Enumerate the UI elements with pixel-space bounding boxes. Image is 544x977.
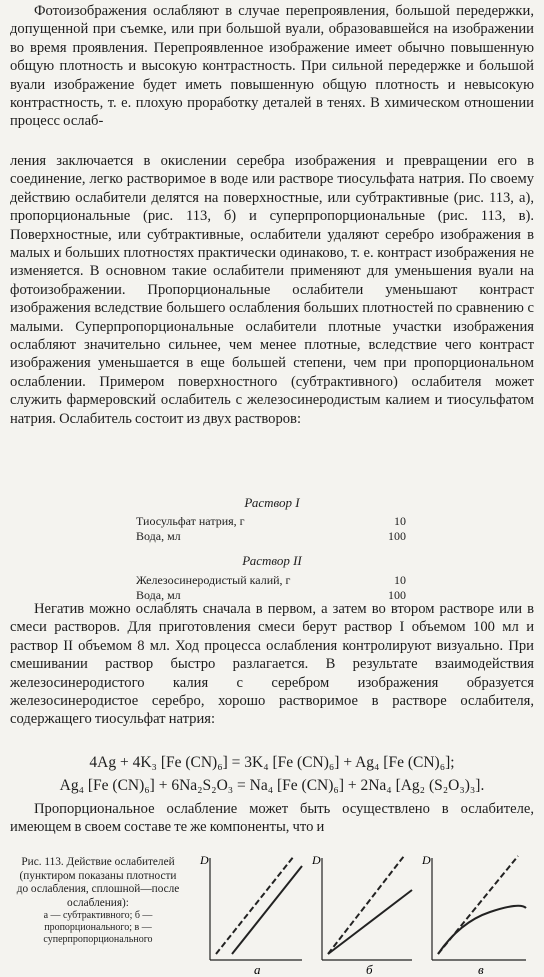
solution-1-title: Раствор I — [244, 495, 300, 510]
formula-reaction-2: Ag₄ [Fe (CN)₆] + 6Na₂S₂O₃ = Na₄ [Fe (CN)₆] + 2Na₄ [Ag₂ (S₂O₃)₃]. — [59, 777, 485, 794]
ingredient-name: Вода, мл — [136, 588, 181, 602]
ingredient-name: Железосинеродистый калий, г — [136, 573, 291, 587]
panel-superproportional — [421, 853, 526, 975]
paragraph-procedure: Негатив можно ослаблять сначала в первом, а затем во втором растворе или в смеси растворов. Для приготовления смеси берут раствор I объемом 100 мл и раствор II объемом 8 мл. Ход процесса ослабления контролируют визуально. При смешивании раствор быстро разлагается. В результате взаимодействия железосинеродистого калия с серебром изображения образуется железосинеродистое серебро, хорошо растворимое в растворе ослабителя, содержащего тиосульфат натрия: — [10, 601, 534, 728]
panel-subtractive — [199, 853, 302, 975]
panel-proportional — [311, 853, 412, 975]
solution-1-row — [136, 514, 406, 529]
axis-label-d: D — [422, 853, 431, 867]
paragraph-proportional: Пропорциональное ослабление может быть осуществлено в ослабителе, имеющем в своем составе те же компоненты, что и — [10, 801, 534, 836]
ingredient-amount: 10 — [394, 514, 406, 528]
ingredient-name: Вода, мл — [136, 529, 181, 543]
paragraph-intro: Фотоизображения ослабляют в случае перепроявления, большой передержки, допущенной при съемке, или при большой вуали, образовавшейся на изображении во время проявления. Перепроявленное изображение имеет обычно повышенную общую плотность и высокую контрастность. При сильной передержке и большой вуали изображение будет иметь повышенную общую плотность и невысокую контрастность, т. е. плохую проработку деталей в тенях. В химическом отношении процесс ослаб- — [10, 3, 534, 130]
axis-label-d: D — [312, 853, 321, 867]
caption-legend: а — субтрактивного; б — пропорционального; в — суперпропорционального — [43, 910, 153, 946]
panel-label: а — [254, 962, 261, 975]
solution-2-title: Раствор II — [242, 553, 302, 568]
ingredient-amount: 100 — [388, 529, 406, 543]
solution-2-row — [136, 573, 406, 588]
figure-113-graphs — [190, 850, 540, 975]
panel-label: б — [366, 962, 373, 975]
formula-reaction-1: 4Ag + 4K₃ [Fe (CN)₆] = 3K₄ [Fe (CN)₆] + Ag₄ [Fe (CN)₆]; — [89, 754, 455, 771]
paragraph-reducer-types: ления заключается в окислении серебра изображения и превращении его в соединение, легко растворимое в воде или растворе тиосульфата натрия. По своему действию ослабители делятся на поверхностные, или субтрактивные (рис. 113, а), пропорциональные (рис. 113, б) и суперпропорциональные (рис. 113, в). Поверхностные, или субтрактивные, ослабители удаляют серебро изображения в малых и больших плотностях практически одинаково, т. е. контраст изображения не изменяется. В основном такие ослабители применяют для уменьшения вуали на фотоизображении. Пропорциональные ослабители уменьшают контраст изображения вследствие большего ослабления больших плотностей по сравнению с малыми. Суперпропорциональные ослабители плотные участки изображения ослабляют значительно сильнее, чем менее плотные, вследствие чего контраст изображения уменьшается в еще большей степени, чем при пропорциональном ослаблении. Примером поверхностного (субтрактивного) ослабителя может служить фармеровский ослабитель с железосинеродистым калием и тиосульфатом натрия. Ослабитель состоит из двух растворов: — [10, 153, 534, 427]
figure-caption — [14, 856, 182, 946]
curve-after — [438, 906, 526, 954]
panel-label: в — [478, 962, 484, 975]
ingredient-amount: 10 — [394, 573, 406, 587]
axis-label-d: D — [200, 853, 209, 867]
curve-before — [216, 856, 294, 954]
solution-1-row — [136, 529, 406, 544]
curve-after — [232, 866, 302, 954]
ingredient-name: Тиосульфат натрия, г — [136, 514, 245, 528]
ingredient-amount: 100 — [388, 588, 406, 602]
caption-text: Рис. 113. Действие ослабителей (пунктиром показаны плотности до ослабления, сплошной—после ослабления): — [16, 856, 180, 909]
